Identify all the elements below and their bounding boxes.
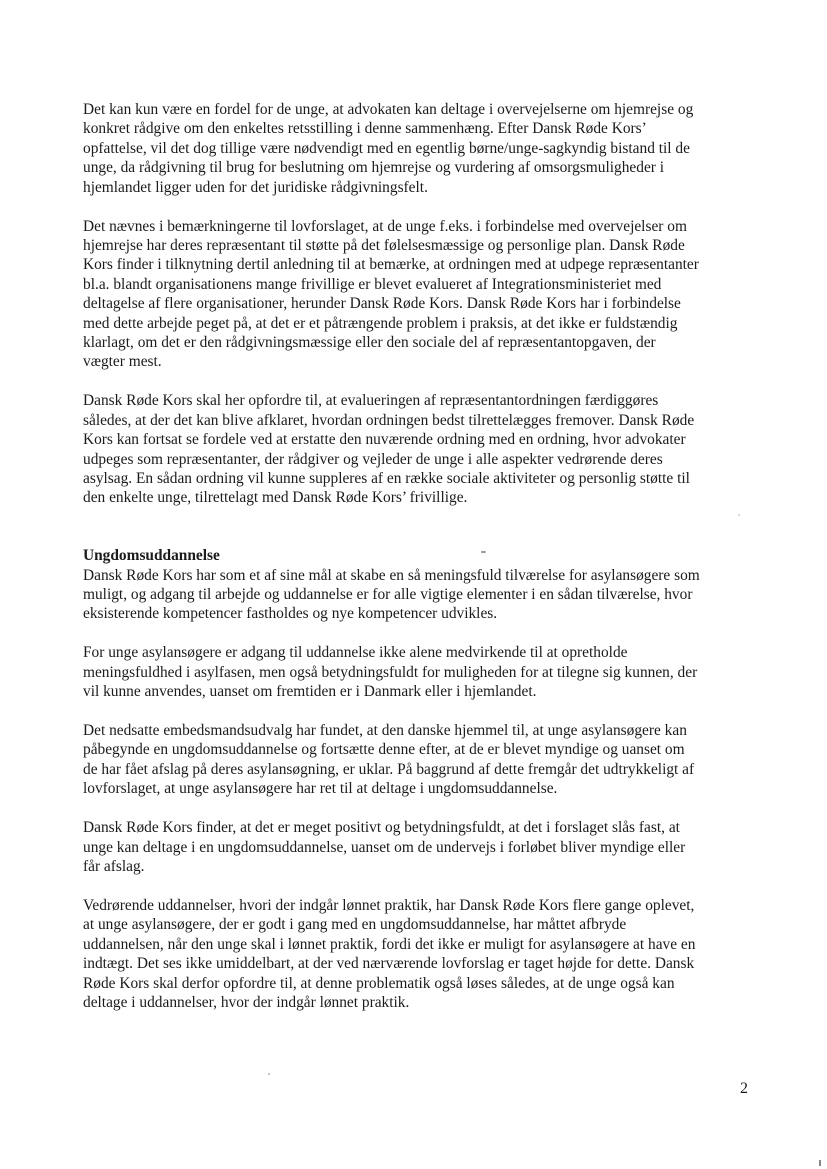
text-line: deltagelse af flere organisationer, herunder Dansk Røde Kors. Dansk Røde Kors har i forbindelse bbox=[83, 295, 681, 313]
text-line: påbegynde en ungdomsuddannelse og fortsætte denne efter, at de er blevet myndige og uanset om bbox=[83, 741, 685, 759]
text-line: med dette arbejde peget på, at det er et påtrængende problem i praksis, at det ikke er fuldstændig bbox=[83, 314, 678, 332]
section-spacer bbox=[83, 527, 753, 546]
text-line: konkret rådgive om den enkeltes retsstilling i denne sammenhæng. Efter Dansk Røde Kors’ bbox=[83, 120, 647, 138]
text-line: de har fået afslag på deres asylansøgning, er uklar. På baggrund af dette fremgår det udtrykkeligt af bbox=[83, 760, 695, 778]
text-line: vægter mest. bbox=[83, 353, 162, 371]
text-line: Kors finder i tilknytning dertil anledning til at bemærke, at ordningen med at udpege repræsentanter bbox=[83, 256, 699, 274]
section-ungdomsuddannelse-intro bbox=[83, 546, 753, 624]
text-line: deltage i uddannelser, hvor der indgår lønnet praktik. bbox=[83, 993, 410, 1011]
text-line: meningsfuldhed i asylfasen, men også betydningsfuldt for muligheden for at tilegne sig kunnen, der bbox=[83, 663, 698, 681]
paragraph-lonnet-praktik bbox=[83, 896, 753, 1012]
text-line: Dansk Røde Kors har som et af sine mål at skabe en så meningsfuld tilværelse for asylansøgere som bbox=[83, 566, 700, 584]
text-line: For unge asylansøgere er adgang til uddannelse ikke alene medvirkende til at opretholde bbox=[83, 644, 628, 662]
text-line: lovforslaget, at unge asylansøgere har ret til at deltage i ungdomsuddannelse. bbox=[83, 780, 558, 798]
text-line: opfattelse, vil det dog tillige være nødvendigt med en egentlig børne/unge-sagkyndig bistand til de bbox=[83, 139, 690, 157]
section-heading: Ungdomsuddannelse bbox=[83, 547, 220, 565]
text-line: Vedrørende uddannelser, hvori der indgår lønnet praktik, har Dansk Røde Kors flere gange oplevet, bbox=[83, 896, 695, 914]
text-line: Det nedsatte embedsmandsudvalg har fundet, at den danske hjemmel til, at unge asylansøgere kan bbox=[83, 722, 687, 740]
text-line: unge kan deltage i en ungdomsuddannelse, uanset om de undervejs i forløbet bliver myndige eller bbox=[83, 838, 686, 856]
text-line: den enkelte unge, tilrettelagt med Dansk Røde Kors’ frivillige. bbox=[83, 489, 468, 507]
paragraph-embedsmandsudvalg bbox=[83, 721, 753, 799]
text-line: vil kunne anvendes, uanset om fremtiden er i Danmark eller i hjemlandet. bbox=[83, 683, 537, 701]
page-number: 2 bbox=[740, 1080, 748, 1097]
text-line: hjemrejse har deres repræsentant til støtte på det følelsesmæssige og personlige plan. Dansk Røde bbox=[83, 236, 685, 254]
paragraph-positivt bbox=[83, 818, 753, 876]
text-line: muligt, og adgang til arbejde og uddannelse er for alle vigtige elementer i en sådan tilværelse, hvor bbox=[83, 586, 693, 604]
text-line: asylsag. En sådan ordning vil kunne suppleres af en række sociale aktiviteter og personlig støtte til bbox=[83, 469, 690, 487]
scan-edge-mark bbox=[819, 1160, 821, 1166]
text-line: bl.a. blandt organisationens mange frivillige er blevet evalueret af Integrationsministeriet med bbox=[83, 275, 662, 293]
text-line: unge, da rådgivning til brug for beslutning om hjemrejse og vurdering af omsorgsmuligheder i bbox=[83, 159, 665, 177]
scan-speck bbox=[268, 1073, 270, 1075]
paragraph-adgang-uddannelse bbox=[83, 643, 753, 701]
text-line: at unge asylansøgere, der er godt i gang med en ungdomsuddannelse, har måttet afbryde bbox=[83, 916, 627, 934]
text-line: hjemlandet ligger uden for det juridiske rådgivningsfelt. bbox=[83, 178, 428, 196]
paragraph-evaluering bbox=[83, 391, 753, 507]
text-line: Dansk Røde Kors finder, at det er meget positivt og betydningsfuldt, at det i forslaget slås fast, at bbox=[83, 819, 680, 837]
text-line: udpeges som repræsentanter, der rådgiver og vejleder de unge i alle aspekter vedrørende deres bbox=[83, 450, 663, 468]
text-line: Dansk Røde Kors skal her opfordre til, at evalueringen af repræsentantordningen færdiggøres bbox=[83, 392, 659, 410]
text-line: Kors kan fortsat se fordele ved at erstatte den nuværende ordning med en ordning, hvor advokater bbox=[83, 431, 686, 449]
text-line: Røde Kors skal derfor opfordre til, at denne problematik også løses således, at de unge også kan bbox=[83, 974, 675, 992]
document-body bbox=[83, 100, 753, 1032]
scan-speck bbox=[738, 514, 740, 516]
text-line: eksisterende kompetencer fastholdes og nye kompetencer udvikles. bbox=[83, 605, 498, 623]
text-line: uddannelsen, når den unge skal i lønnet praktik, fordi det ikke er muligt for asylansøgere at have en bbox=[83, 935, 696, 953]
text-line: Det kan kun være en fordel for de unge, at advokaten kan deltage i overvejelserne om hjemrejse og bbox=[83, 101, 694, 118]
text-line: klarlagt, om det er den rådgivningsmæssige eller den sociale del af repræsentantopgaven, der bbox=[83, 333, 656, 351]
text-line: indtægt. Det ses ikke umiddelbart, at der ved nærværende lovforslag er taget højde for dette. Dansk bbox=[83, 955, 695, 973]
text-line: således, at der det kan blive afklaret, hvordan ordningen bedst tilrettelægges fremover. Dansk Røde bbox=[83, 411, 695, 429]
scan-speck bbox=[481, 551, 486, 553]
paragraph-advokat-hjemrejse bbox=[83, 100, 753, 197]
text-line: Det nævnes i bemærkningerne til lovforslaget, at de unge f.eks. i forbindelse med overvejelser om bbox=[83, 217, 687, 235]
paragraph-repraesentant bbox=[83, 217, 753, 372]
text-line: får afslag. bbox=[83, 858, 145, 875]
